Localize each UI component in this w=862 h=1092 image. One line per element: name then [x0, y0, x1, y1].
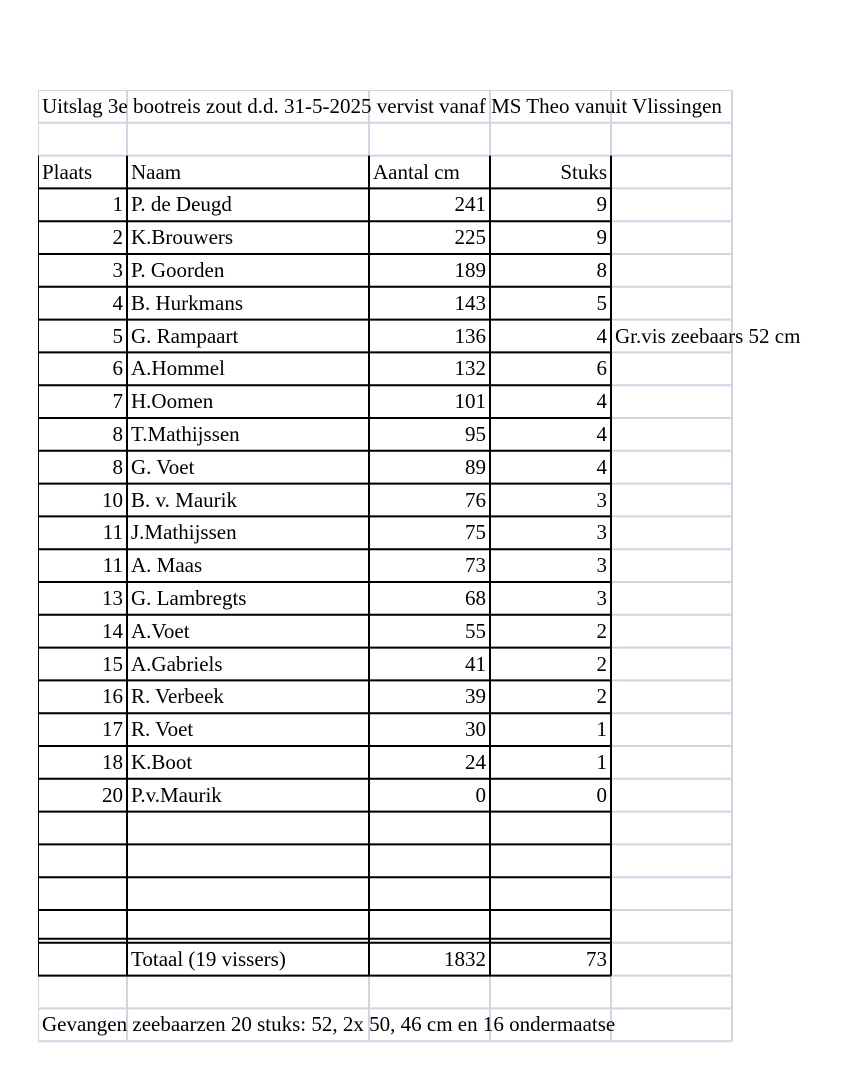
cell-name[interactable]: A.Voet: [131, 618, 190, 643]
cell-name[interactable]: B. v. Maurik: [131, 487, 237, 512]
cell-pieces[interactable]: 4: [596, 422, 607, 446]
cell-name[interactable]: P.v.Maurik: [131, 782, 222, 807]
table-row: [38, 451, 838, 484]
table-row: [38, 910, 838, 943]
cell-note[interactable]: [611, 648, 851, 681]
cell-name[interactable]: A.Hommel: [131, 356, 225, 381]
cell-cm[interactable]: 89: [465, 454, 486, 479]
cell-pieces[interactable]: 3: [596, 586, 607, 610]
cell-cm[interactable]: 132: [454, 356, 486, 381]
cell-cm[interactable]: 55: [465, 618, 486, 643]
cell-pieces[interactable]: 9: [596, 192, 607, 217]
table-row: [38, 418, 838, 451]
cell-name[interactable]: A.Gabriels: [131, 651, 223, 676]
cell-pieces[interactable]: [490, 844, 611, 877]
table-row: [38, 484, 838, 517]
cell-name[interactable]: T.Mathijssen: [131, 422, 240, 446]
total-label[interactable]: Totaal (19 vissers): [131, 946, 286, 971]
table-row: [38, 188, 838, 221]
cell-cm[interactable]: 30: [465, 717, 486, 742]
cell-place[interactable]: [38, 844, 127, 877]
cell-place[interactable]: 7: [112, 389, 123, 414]
cell-note[interactable]: [611, 877, 851, 910]
cell-pieces[interactable]: 3: [596, 487, 607, 512]
cell-note[interactable]: [611, 779, 851, 812]
cell-name[interactable]: G. Rampaart: [131, 323, 239, 348]
cell-pieces[interactable]: 9: [596, 225, 607, 250]
cell-cm[interactable]: 24: [465, 750, 486, 774]
cell-cm[interactable]: 136: [454, 323, 486, 348]
cell-name[interactable]: H.Oomen: [131, 389, 214, 414]
cell-name[interactable]: J.Mathijssen: [131, 520, 237, 545]
cell-note[interactable]: [611, 516, 851, 549]
cell-cm[interactable]: [369, 844, 490, 877]
cell-note[interactable]: [611, 451, 851, 484]
cell-pieces[interactable]: 4: [596, 323, 607, 348]
cell-name[interactable]: P. Goorden: [131, 258, 225, 282]
cell-name[interactable]: A. Maas: [131, 553, 203, 578]
table-row: [38, 615, 838, 648]
header-place[interactable]: Plaats: [42, 159, 93, 184]
header-pieces[interactable]: Stuks: [560, 159, 607, 184]
cell-pieces[interactable]: 2: [596, 651, 607, 676]
cell-cm[interactable]: 68: [465, 586, 486, 610]
cell-pieces[interactable]: 2: [596, 618, 607, 643]
cell-pieces[interactable]: 3: [596, 520, 607, 545]
cell-pieces[interactable]: 4: [596, 389, 607, 414]
cell-note[interactable]: [611, 910, 851, 943]
cell-total-empty[interactable]: [38, 943, 127, 976]
table-row: [38, 877, 838, 910]
cell-place[interactable]: 16: [102, 684, 123, 709]
cell-place[interactable]: 13: [102, 586, 123, 610]
cell-name[interactable]: [127, 844, 369, 877]
cell-place[interactable]: 14: [102, 618, 123, 643]
cell-pieces[interactable]: 8: [596, 258, 607, 282]
cell-note[interactable]: [611, 582, 851, 615]
cell-cm[interactable]: 76: [465, 487, 486, 512]
cell-cm[interactable]: 39: [465, 684, 486, 709]
cell-pieces[interactable]: 2: [596, 684, 607, 709]
cell-name[interactable]: [127, 812, 369, 845]
cell-name[interactable]: R. Voet: [131, 717, 194, 742]
cell-cm[interactable]: [369, 910, 490, 943]
cell-name[interactable]: G. Voet: [131, 454, 195, 479]
cell-cm[interactable]: 41: [465, 651, 486, 676]
cell-name[interactable]: B. Hurkmans: [131, 290, 243, 315]
table-row: [38, 746, 838, 779]
table-row: [38, 385, 838, 418]
table-row: [38, 779, 838, 812]
total-cm[interactable]: 1832: [444, 946, 486, 971]
table-row: [38, 713, 838, 746]
cell-pieces[interactable]: 3: [596, 553, 607, 578]
cell-pieces[interactable]: [490, 910, 611, 943]
table-row: [38, 516, 838, 549]
blank-row: [38, 976, 838, 1009]
cell-note[interactable]: [611, 254, 851, 287]
table-row: [38, 844, 838, 877]
table-row: [38, 549, 838, 582]
cell-note[interactable]: [611, 746, 851, 779]
cell-place[interactable]: [38, 812, 127, 845]
cell-place[interactable]: 8: [112, 454, 123, 479]
cell-place[interactable]: 11: [102, 520, 123, 545]
cell-cm[interactable]: 189: [454, 258, 486, 282]
cell-place[interactable]: [38, 910, 127, 943]
table-row: [38, 320, 838, 353]
title-row: [38, 90, 838, 123]
cell-cm[interactable]: [369, 877, 490, 910]
cell-cm[interactable]: [369, 812, 490, 845]
cell-place[interactable]: 6: [112, 356, 123, 381]
cell-note[interactable]: [611, 221, 851, 254]
cell-note[interactable]: [611, 844, 851, 877]
cell-name[interactable]: R. Verbeek: [131, 684, 224, 709]
cell-pieces[interactable]: [490, 877, 611, 910]
cell-name[interactable]: [127, 877, 369, 910]
cell-note[interactable]: [611, 713, 851, 746]
cell-cm[interactable]: 75: [465, 520, 486, 545]
header-cm[interactable]: Aantal cm: [373, 159, 460, 184]
cell-cm[interactable]: 143: [454, 290, 486, 315]
cell-name[interactable]: [127, 910, 369, 943]
table-row: [38, 352, 838, 385]
table-row: [38, 648, 838, 681]
cell-pieces[interactable]: 0: [596, 782, 607, 807]
table-row: [38, 812, 838, 845]
cell-place[interactable]: 11: [102, 553, 123, 578]
table-row: [38, 680, 838, 713]
cell-note[interactable]: [611, 352, 851, 385]
header-row: [38, 156, 838, 189]
blank-row: [38, 123, 838, 156]
cell-name[interactable]: K.Brouwers: [131, 225, 234, 250]
cell-place[interactable]: 3: [112, 258, 123, 282]
cell-note[interactable]: [611, 188, 851, 221]
cell-note[interactable]: [611, 549, 851, 582]
cell-place[interactable]: 2: [112, 225, 123, 250]
cell-place[interactable]: 18: [102, 750, 123, 774]
cell-note[interactable]: [611, 615, 851, 648]
cell-name[interactable]: P. de Deugd: [131, 192, 232, 217]
header-name[interactable]: Naam: [131, 159, 182, 184]
cell-pieces[interactable]: 1: [596, 750, 607, 774]
sheet-title[interactable]: Uitslag 3e bootreis zout d.d. 31-5-2025 vervist vanaf MS Theo vanuit Vlissingen: [42, 94, 722, 118]
total-pieces[interactable]: 73: [586, 946, 607, 971]
cell-name[interactable]: G. Lambregts: [131, 586, 247, 610]
cell-place[interactable]: 4: [112, 290, 123, 315]
cell-pieces[interactable]: 1: [596, 717, 607, 742]
cell-note[interactable]: [611, 287, 851, 320]
cell-note[interactable]: [611, 812, 851, 845]
cell-place[interactable]: 1: [112, 192, 123, 217]
cell-place[interactable]: [38, 877, 127, 910]
cell-name[interactable]: K.Boot: [131, 750, 193, 774]
table-row: [38, 287, 838, 320]
cell-note[interactable]: [611, 418, 851, 451]
cell-place[interactable]: 8: [112, 422, 123, 446]
cell-note[interactable]: [611, 680, 851, 713]
table-row: [38, 221, 838, 254]
footer-row: [38, 1008, 838, 1041]
cell-cm[interactable]: 101: [454, 389, 486, 414]
cell-cm[interactable]: 241: [454, 192, 486, 217]
cell-note[interactable]: [611, 484, 851, 517]
cell-pieces[interactable]: 5: [596, 290, 607, 315]
cell-pieces[interactable]: 6: [596, 356, 607, 381]
cell-note[interactable]: [611, 385, 851, 418]
cell-pieces[interactable]: 4: [596, 454, 607, 479]
cell-place[interactable]: 15: [102, 651, 123, 676]
footer-note[interactable]: Gevangen zeebaarzen 20 stuks: 52, 2x 50, 46 cm en 16 ondermaatse: [42, 1012, 616, 1037]
cell-cm[interactable]: 73: [465, 553, 486, 578]
cell-place[interactable]: 10: [102, 487, 123, 512]
cell-cm[interactable]: 95: [465, 422, 486, 446]
cell-place[interactable]: 20: [102, 782, 123, 807]
cell-place[interactable]: 5: [112, 323, 123, 348]
table-row: [38, 582, 838, 615]
cell-cm[interactable]: 225: [454, 225, 486, 250]
cell-note[interactable]: Gr.vis zeebaars 52 cm: [615, 323, 801, 348]
cell-place[interactable]: 17: [102, 717, 123, 742]
cell-cm[interactable]: 0: [475, 782, 486, 807]
cell-pieces[interactable]: [490, 812, 611, 845]
table-row: [38, 254, 838, 287]
total-row: [38, 943, 838, 976]
